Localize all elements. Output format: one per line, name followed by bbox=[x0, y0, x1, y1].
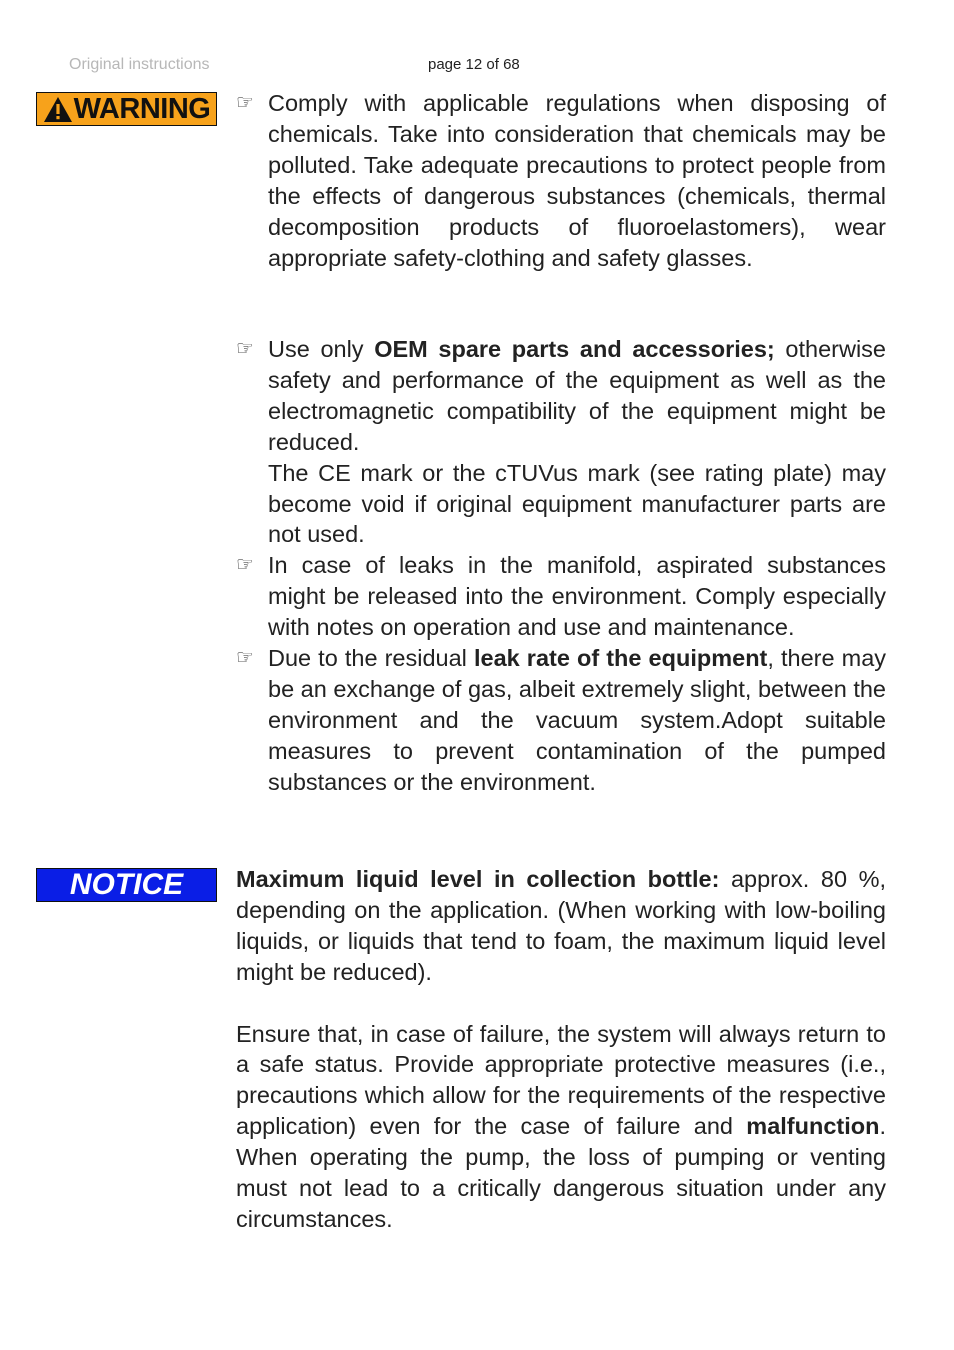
list-item bbox=[236, 643, 886, 798]
document-header-left: Original instructions bbox=[69, 56, 210, 73]
pointing-hand-icon: ☞ bbox=[236, 554, 254, 577]
notice-paragraph-1: Maximum liquid level in collection bottle: approx. 80 %, depending on the application. (When working with low-boiling liquids, or liquids that tend to foam, the maximum liquid level might be reduced). bbox=[236, 866, 886, 985]
bullet-text: Use only OEM spare parts and accessories; otherwise safety and performance of the equipment as well as the electromagnetic compatibility of the equipment might be reduced. bbox=[268, 336, 886, 455]
notice-paragraph-2: Ensure that, in case of failure, the system will always return to a safe status. Provide appropriate protective measures (i.e., precautions which allow for the requirements of the respective application) even for the case of failure and malfunction. When operating the pump, the loss of pumping or venting must not lead to a critically dangerous situation under any circumstances. bbox=[236, 1020, 886, 1232]
bullet-text-extra: The CE mark or the cTUVus mark (see rating plate) may become void if original equipment manufacturer parts are not used. bbox=[268, 459, 886, 548]
notice-spacer bbox=[236, 988, 886, 1019]
list-item bbox=[236, 550, 886, 643]
bullet-text: Comply with applicable regulations when disposing of chemicals. Take into consideration that chemicals may be polluted. Take adequate precautions to protect people from the effects of dangerous substances (chemicals, thermal decomposition products of fluoroelastomers), wear appropriate safety-clothing and safety glasses. bbox=[268, 90, 886, 271]
notice-label: NOTICE bbox=[36, 868, 217, 902]
list-item bbox=[236, 334, 886, 550]
bullet-text: Due to the residual leak rate of the equipment, there may be an exchange of gas, albeit extremely slight, between the environment and the vacuum system.Adopt suitable measures to prevent contamination of the pumped substances or the environment. bbox=[268, 645, 887, 795]
warning-label bbox=[36, 92, 217, 126]
list-item bbox=[236, 88, 886, 273]
page-number: page 12 of 68 bbox=[428, 56, 520, 73]
warning-label-text: WARNING bbox=[73, 92, 211, 125]
warning-triangle-icon bbox=[43, 96, 73, 123]
warning-list-2 bbox=[236, 334, 886, 798]
pointing-hand-icon: ☞ bbox=[236, 647, 254, 670]
bullet-text: In case of leaks in the manifold, aspirated substances might be released into the environment. Comply especially with notes on operation and use and maintenance. bbox=[268, 552, 886, 641]
warning-list-1 bbox=[236, 88, 886, 273]
notice-text bbox=[236, 864, 886, 1235]
pointing-hand-icon: ☞ bbox=[236, 338, 254, 360]
pointing-hand-icon: ☞ bbox=[236, 92, 254, 114]
